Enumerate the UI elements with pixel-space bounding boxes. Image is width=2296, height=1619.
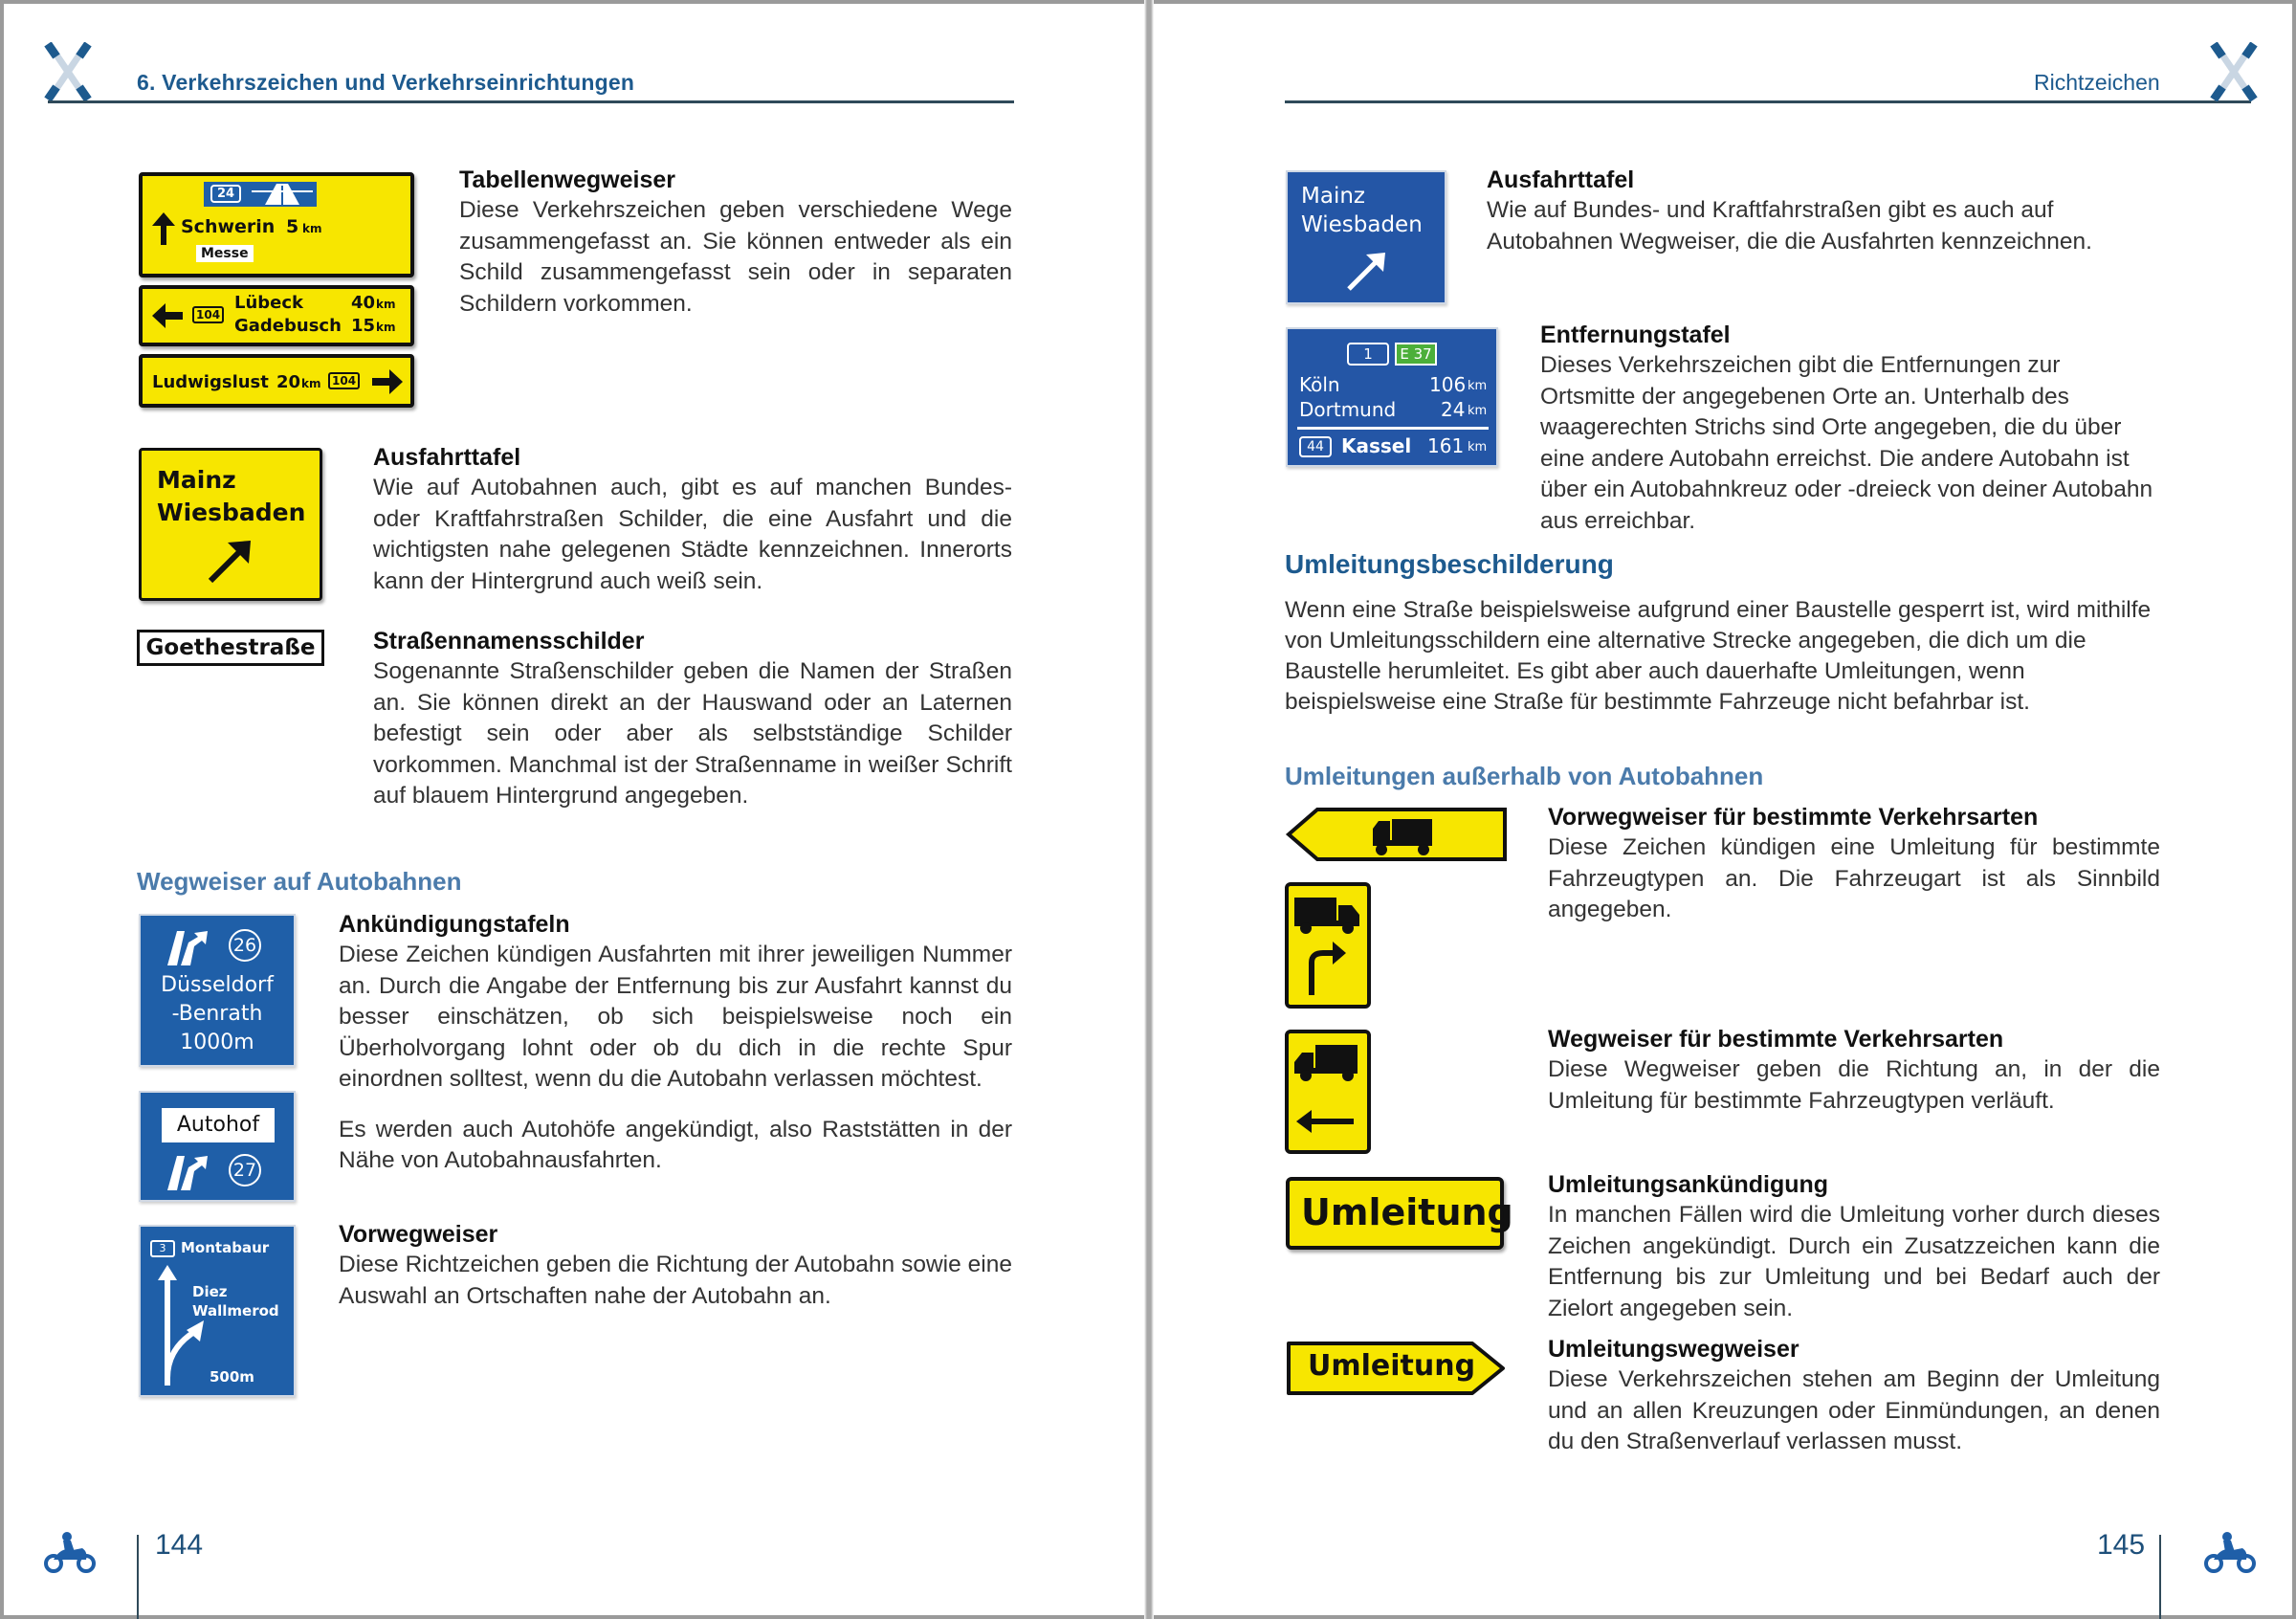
route-104: 104 xyxy=(192,306,224,323)
exit-announcement-sign-26 xyxy=(139,914,296,1067)
place-gadebusch: Gadebusch xyxy=(234,316,342,336)
motorcycle-icon xyxy=(44,1531,96,1573)
entry-title: Ausfahrttafel xyxy=(373,444,521,471)
entry-text: Diese Zeichen kündigen Ausfahrten mit ihrer jeweiligen Nummer an. Durch die Angabe der Entfernung bis zur Ausfahrt kannst du besser einschätzen, ob sich beispielsweise noch ein Überholvorgang lohnt oder ob du dich in die rechte Spur einordnen solltest, wenn du die Autobahn verlassen möchtest. xyxy=(339,942,1012,1092)
truck-left-sign xyxy=(1285,1030,1371,1156)
distance-koeln: 106 xyxy=(1429,373,1467,396)
unit-km: km xyxy=(1468,440,1488,455)
unit-km: km xyxy=(376,298,396,311)
page-number-left: 144 xyxy=(155,1529,204,1561)
footer-rule xyxy=(2159,1535,2161,1619)
ausfahrttafel-yellow-sign xyxy=(139,448,322,601)
header-rule xyxy=(48,100,1014,103)
place-luebeck: Lübeck xyxy=(234,293,304,313)
distance-kassel: 161 xyxy=(1427,434,1465,457)
sign-line-mainz: Mainz xyxy=(1301,184,1365,209)
book-gutter xyxy=(1144,0,1154,1619)
motorcycle-icon xyxy=(2204,1531,2256,1573)
distance-gadebusch: 15 xyxy=(351,316,376,336)
street-name-sign: Goethestraße xyxy=(137,630,324,666)
entry-text-2: Es werden auch Autohöfe angekündigt, also Raststätten in der Nähe von Autobahnausfahrten. xyxy=(339,1116,1012,1173)
entry-umleitungswegweiser xyxy=(1548,1334,2160,1458)
sign-line-wiesbaden: Wiesbaden xyxy=(1301,212,1423,237)
entry-entfernungstafel xyxy=(1540,320,2160,537)
chapter-title: 6. Verkehrszeichen und Verkehrseinrichtungen xyxy=(137,70,635,95)
sign-panel-ludwigslust xyxy=(139,354,414,408)
exit-destination-1: Diez xyxy=(192,1283,228,1300)
arrow-left-icon xyxy=(152,303,183,328)
truck-turn-right-sign xyxy=(1285,882,1371,1010)
entry-tabellenwegweiser xyxy=(459,165,1012,320)
entry-text: Dieses Verkehrszeichen gibt die Entfernungen zur Ortsmitte der angegebenen Orte an. Unterhalb des waagerechten Strichs sind Orte angegeben, die du über eine andere Autobahn erreichst. Die andere Autobahn ist über ein Autobahnkreuz oder -dreieck von deiner Autobahn aus erreichbar. xyxy=(1540,352,2153,534)
entry-ausfahrttafel-autobahn xyxy=(1487,165,2160,257)
ausfahrttafel-blue-sign xyxy=(1286,170,1446,304)
autohof-label: Autohof xyxy=(162,1108,275,1142)
unit-km: km xyxy=(301,377,321,390)
andreas-cross-icon xyxy=(44,42,92,101)
distance-ludwigslust: 20 xyxy=(276,372,301,392)
other-autobahn-number: 44 xyxy=(1299,436,1332,457)
entry-text: Diese Verkehrszeichen geben verschiedene Wege zusammengefasst an. Sie können entweder als ein Schild zusammengefasst sein oder in separaten Schildern vorkommen. xyxy=(459,197,1012,317)
route-104: 104 xyxy=(328,372,360,389)
entry-title: Ankündigungstafeln xyxy=(339,911,570,938)
entry-ankuendigungstafeln xyxy=(339,909,1012,1177)
autobahn-number: 1 xyxy=(1347,343,1389,366)
header-rule xyxy=(1285,100,2251,103)
exit-ramp-icon xyxy=(166,929,213,965)
entry-ausfahrttafel xyxy=(373,442,1012,597)
arrow-right-icon xyxy=(372,369,403,394)
entry-vorwegweiser xyxy=(339,1219,1012,1312)
arrow-up-right-icon xyxy=(205,537,254,587)
sign-panel-luebeck xyxy=(139,285,414,346)
exit-number: 26 xyxy=(229,929,261,962)
page-number-right: 145 xyxy=(2097,1529,2146,1561)
entry-text: Sogenannte Straßenschilder geben die Namen der Straßen an. Sie können direkt an der Hauswand oder an Laternen befestigt sein oder aber als selbstständige Schilder vorkommen. Manchmal ist der Straßenname in weißer Schrift auf blauem Hintergrund angegeben. xyxy=(373,658,1012,809)
section-heading-autobahn: Wegweiser auf Autobahnen xyxy=(137,867,462,896)
andreas-cross-icon xyxy=(2210,42,2258,101)
euro-route-badge: E 37 xyxy=(1395,343,1437,366)
sign-line-mainz: Mainz xyxy=(157,466,236,494)
straight-destination: Montabaur xyxy=(181,1239,270,1256)
section-heading-umleitung: Umleitungsbeschilderung xyxy=(1285,549,1614,579)
entry-text: Diese Wegweiser geben die Richtung an, in der die Umleitung für bestimmte Fahrzeugtypen verläuft. xyxy=(1548,1056,2160,1114)
autobahn-icon xyxy=(252,184,313,205)
arrow-up-icon xyxy=(152,212,175,245)
entry-title: Vorwegweiser xyxy=(339,1221,498,1248)
section-text-umleitung: Wenn eine Straße beispielsweise aufgrund einer Baustelle gesperrt ist, wird mithilfe von Umleitungsschildern eine alternative Strecke angegeben, die dich um die Baustelle herumleitet. Es gibt aber auch dauerhafte Umleitungen, wenn beispielsweise eine Straße für bestimmte Fahrzeuge nicht befahrbar ist. xyxy=(1285,597,2152,715)
running-head: Richtzeichen xyxy=(2034,70,2160,95)
unit-km: km xyxy=(1468,404,1488,418)
entry-title: Tabellenwegweiser xyxy=(459,166,676,193)
distance-luebeck: 40 xyxy=(351,293,376,313)
umleitung-announcement-sign: Umleitung xyxy=(1286,1177,1504,1250)
entry-text: Wie auf Autobahnen auch, gibt es auf manchen Bundes- oder Kraftfahrstraßen Schilder, die eine Ausfahrt und die wichtigsten nahe gelegenen Städte kennzeichnen. Innerorts kann der Hintergrund auch weiß sein. xyxy=(373,475,1012,594)
place-ludwigslust: Ludwigslust xyxy=(152,372,269,392)
entry-strassennamensschilder xyxy=(373,626,1012,812)
entry-vorwegweiser-verkehrsarten xyxy=(1548,802,2160,926)
unit-km: km xyxy=(1468,379,1488,393)
exit-distance: 500m xyxy=(210,1368,254,1386)
sign-line-wiesbaden: Wiesbaden xyxy=(157,499,306,526)
entry-title: Entfernungstafel xyxy=(1540,322,1731,348)
entry-text: In manchen Fällen wird die Umleitung vorher durch dieses Zeichen angekündigt. Durch ein Zusatzzeichen kann die Entfernung bis zur Umleitung und bei Bedarf auch der Zielort angegeben sein. xyxy=(1548,1202,2160,1321)
divider-line xyxy=(1297,427,1489,430)
entry-title: Umleitungsankündigung xyxy=(1548,1171,1829,1198)
footer-rule xyxy=(137,1535,139,1619)
distance-schwerin: 5 xyxy=(286,216,299,237)
entry-title: Straßennamensschilder xyxy=(373,628,645,654)
arrow-up-right-icon xyxy=(1345,249,1389,293)
entry-text: Diese Richtzeichen geben die Richtung der Autobahn sowie eine Auswahl an Ortschaften nahe der Autobahn an. xyxy=(339,1252,1012,1309)
exit-destination-2: Wallmerod xyxy=(192,1302,279,1320)
autobahn-number: 3 xyxy=(150,1240,175,1257)
entry-umleitungsankuendigung xyxy=(1548,1169,2160,1324)
unit-km: km xyxy=(302,222,322,235)
autobahn-number: 24 xyxy=(210,185,241,203)
autobahn-marker xyxy=(204,182,317,207)
distance-dortmund: 24 xyxy=(1441,398,1466,421)
unit-km: km xyxy=(376,321,396,334)
place-koeln: Köln xyxy=(1299,373,1340,396)
place-kassel: Kassel xyxy=(1341,434,1412,457)
umleitung-direction-sign xyxy=(1285,1340,1509,1397)
entry-title: Wegweiser für bestimmte Verkehrsarten xyxy=(1548,1026,2004,1053)
subsection-heading: Umleitungen außerhalb von Autobahnen xyxy=(1285,762,1764,790)
entry-text: Wie auf Bundes- und Kraftfahrstraßen gibt es auch auf Autobahnen Wegweiser, die die Ausfahrten kennzeichnen. xyxy=(1487,197,2092,255)
vorwegweiser-sign xyxy=(139,1225,296,1397)
autohof-sign-27 xyxy=(139,1091,296,1202)
exit-distance: 1000m xyxy=(180,1031,254,1054)
exit-line-2: -Benrath xyxy=(171,1002,263,1026)
truck-detour-arrow-sign xyxy=(1285,806,1509,863)
umleitung-label: Umleitung xyxy=(1308,1349,1476,1383)
entry-wegweiser-verkehrsarten xyxy=(1548,1024,2160,1117)
entfernungstafel-sign xyxy=(1286,327,1498,467)
exit-ramp-icon xyxy=(166,1154,213,1190)
entry-title: Umleitungswegweiser xyxy=(1548,1336,1799,1363)
place-dortmund: Dortmund xyxy=(1299,398,1397,421)
entry-title: Vorwegweiser für bestimmte Verkehrsarten xyxy=(1548,804,2039,831)
entry-text: Diese Zeichen kündigen eine Umleitung für bestimmte Fahrzeugtypen an. Die Fahrzeugart ist als Sinnbild angegeben. xyxy=(1548,834,2160,922)
entry-text: Diese Verkehrszeichen stehen am Beginn der Umleitung und an allen Kreuzungen oder Einmündungen, an denen du den Straßenverlauf verlassen musst. xyxy=(1548,1366,2160,1454)
entry-title: Ausfahrttafel xyxy=(1487,166,1635,193)
exit-number: 27 xyxy=(229,1154,261,1187)
place-schwerin: Schwerin xyxy=(181,216,276,237)
exit-line-1: Düsseldorf xyxy=(161,973,274,997)
sign-panel-schwerin xyxy=(139,172,414,277)
sub-messe: Messe xyxy=(196,245,254,262)
